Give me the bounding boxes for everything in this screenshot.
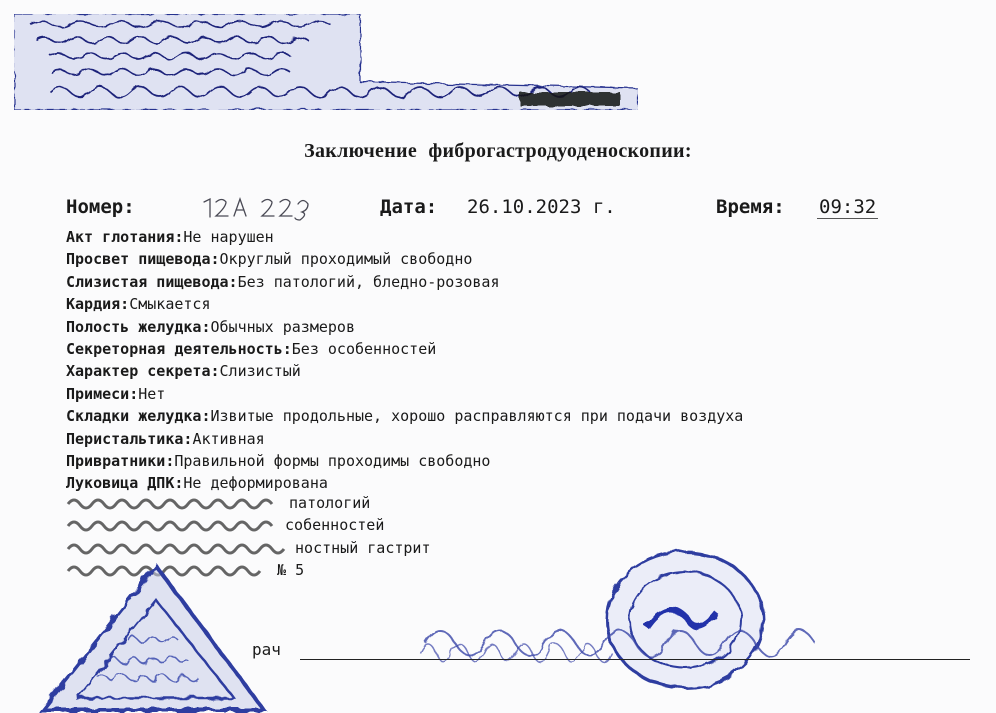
- doctor-label: рач: [252, 640, 281, 659]
- time-label: Время:: [716, 196, 785, 218]
- finding-value: Округлый проходимый свободно: [219, 250, 473, 269]
- finding-label: Секреторная деятельность:: [66, 340, 292, 359]
- findings-list: [66, 226, 986, 495]
- finding-value: Смыкается: [129, 295, 211, 314]
- finding-label: Характер секрета:: [66, 362, 220, 381]
- finding-label: Привратники:: [66, 452, 175, 471]
- finding-value: Извитые продольные, хорошо расправляются при подачи воздуха: [210, 407, 744, 426]
- finding-value: Слизистый: [219, 362, 301, 381]
- finding-value: Активная: [192, 429, 265, 448]
- finding-row: [66, 383, 986, 405]
- finding-row: [66, 360, 986, 382]
- finding-row: [66, 248, 986, 270]
- time-value: 09:32: [819, 196, 877, 218]
- date-value: 26.10.2023 г.: [467, 196, 616, 218]
- redacted-line-text: патологий: [289, 494, 371, 512]
- finding-label: Акт глотания:: [66, 228, 184, 246]
- redacted-header-block: [10, 12, 638, 114]
- redacted-line: [66, 537, 431, 559]
- redacted-line: [66, 514, 384, 536]
- finding-label: Примеси:: [66, 384, 139, 403]
- finding-value: Правильной формы проходимы свободно: [174, 452, 491, 471]
- number-label: Номер:: [66, 196, 135, 218]
- date-label: Дата:: [380, 196, 438, 218]
- finding-row: [66, 293, 986, 315]
- finding-label: Складки желудка:: [66, 407, 211, 426]
- finding-row: [66, 405, 986, 427]
- redacted-line: [66, 492, 370, 514]
- finding-value: Обычных размеров: [210, 317, 355, 336]
- finding-row: [66, 226, 986, 248]
- round-stamp: [415, 548, 815, 698]
- finding-row: [66, 428, 986, 450]
- finding-value: Нет: [138, 384, 166, 403]
- redacted-line-text: собенностей: [285, 516, 385, 534]
- meta-row: [0, 196, 996, 226]
- finding-value: Не нарушен: [183, 228, 274, 246]
- finding-label: Перистальтика:: [66, 429, 193, 448]
- finding-label: Луковица ДПК:: [66, 474, 184, 493]
- triangle-stamp: [38, 560, 268, 713]
- finding-row: [66, 450, 986, 472]
- signature-row: [0, 640, 996, 670]
- finding-label: Просвет пищевода:: [66, 250, 220, 269]
- finding-row: [66, 271, 986, 293]
- redacted-line-text: ностный гастрит: [295, 539, 431, 557]
- finding-row: [66, 338, 986, 360]
- finding-value: Без особенностей: [291, 340, 437, 359]
- finding-value: Без патологий, бледно-розовая: [237, 272, 500, 291]
- finding-row: [66, 316, 986, 338]
- finding-label: Кардия:: [66, 295, 130, 314]
- redaction-scribble: [66, 495, 280, 513]
- document-title: Заключение фиброгастродуоденоскопии:: [304, 140, 692, 162]
- finding-label: Слизистая пищевода:: [66, 272, 238, 291]
- redaction-scribble: [66, 540, 286, 558]
- finding-value: Не деформирована: [183, 474, 328, 493]
- redacted-line-text: № 5: [277, 561, 305, 579]
- signature-line: [300, 659, 970, 660]
- redaction-scribble: [66, 517, 276, 535]
- handwritten-number: [200, 194, 312, 224]
- finding-label: Полость желудка:: [66, 317, 211, 336]
